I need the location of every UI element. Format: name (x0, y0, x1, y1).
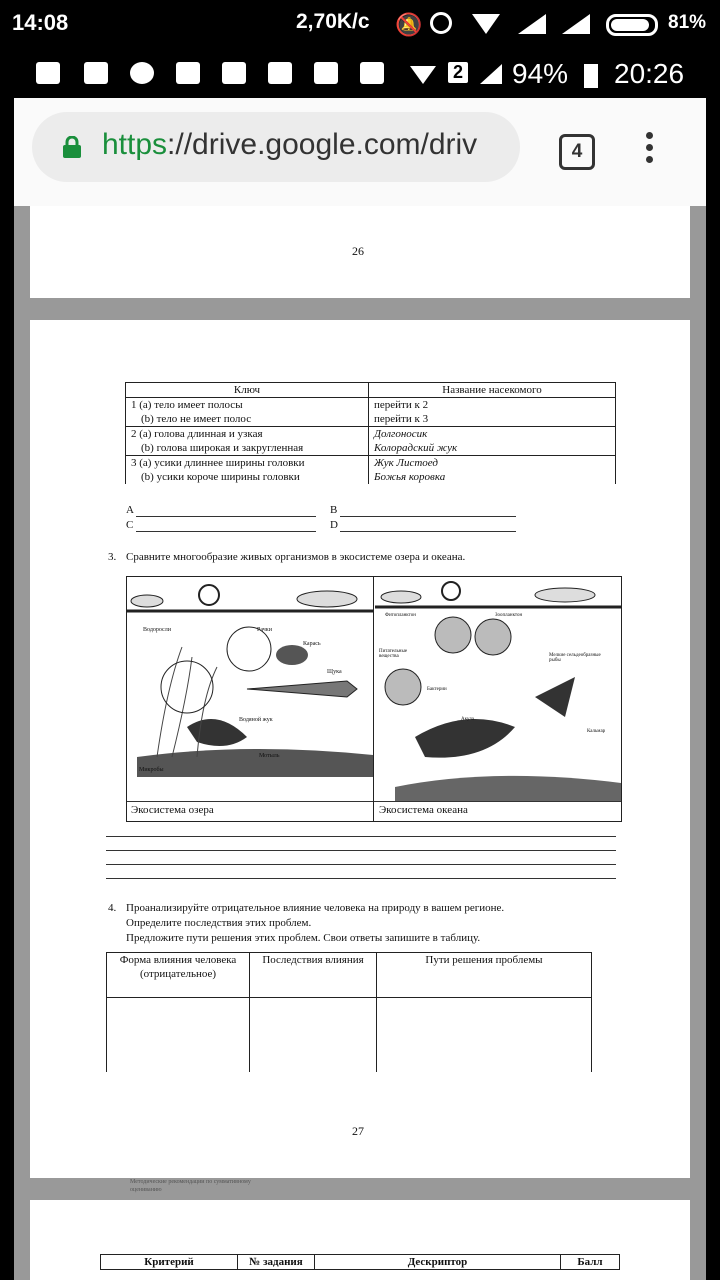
answer-line (136, 516, 316, 517)
name-text: Колорадский жук (374, 442, 458, 454)
lake-label: Щука (327, 669, 342, 675)
table-row (126, 456, 616, 485)
pdf-viewer[interactable] (14, 206, 706, 1280)
lake-label: Рачки (257, 627, 272, 633)
clock: 14:08 (12, 10, 69, 35)
image-icon (84, 62, 108, 84)
ocean-illustration (375, 577, 621, 801)
answer-label-b: B (330, 504, 338, 516)
lake-label: Карась (303, 641, 321, 647)
key-text: 3 (а) усики длиннее ширины головки (131, 457, 305, 469)
battery-percent: 81% (668, 12, 707, 33)
answer-line (106, 878, 616, 879)
impact-col-solutions: Пути решения проблемы (377, 953, 592, 998)
impact-col-consequences: Последствия влияния (250, 953, 377, 998)
notif-battery: 94% (512, 58, 569, 89)
table-row (107, 998, 592, 1073)
name-text: Жук Листоед (374, 457, 438, 469)
ocean-label: Бактерии (427, 687, 447, 692)
url-scheme: https (102, 128, 168, 161)
key-table-header-key: Ключ (126, 383, 369, 398)
status-bar (0, 0, 720, 50)
question-3-text: Сравните многообразие живых организмов в экосистеме озера и океана. (126, 551, 466, 563)
vibrate-icon (360, 62, 384, 84)
alarm-icon (430, 12, 452, 34)
ocean-label: Фитопланктон (385, 613, 416, 618)
question-4-line-2: Определите последствия этих проблем. (126, 917, 312, 929)
page-28 (30, 1200, 690, 1280)
lake-caption: Экосистема озера (131, 804, 214, 816)
page-26 (30, 206, 690, 298)
question-4-number: 4. (108, 902, 117, 914)
caption-divider (127, 801, 621, 802)
youtube-icon (176, 62, 200, 84)
table-row (126, 427, 616, 456)
signal-icon (518, 14, 546, 34)
ocean-label: Питательные вещества (379, 649, 408, 659)
answer-line (106, 864, 616, 865)
video-icon-2 (268, 62, 292, 84)
battery-icon (606, 14, 658, 36)
ocean-label: Мелкие сельдеобразные рыбы (549, 653, 601, 663)
url-text[interactable] (102, 128, 512, 162)
key-table-header-name: Название насекомого (369, 383, 616, 398)
page-number: 26 (352, 244, 364, 258)
answer-label-a: A (126, 504, 134, 516)
key-text: (b) усики короче ширины головки (141, 471, 300, 483)
lock-icon (62, 136, 82, 158)
impact-table (106, 952, 592, 1072)
network-speed: 2,70K/c (296, 10, 370, 33)
url-bar[interactable] (32, 112, 520, 182)
name-text: перейти к 2 (374, 399, 429, 411)
key-text: (b) голова широкая и закругленная (141, 442, 304, 454)
overflow-menu-icon[interactable] (646, 132, 654, 172)
lake-ecosystem-image (127, 577, 374, 801)
key-text: 2 (а) голова длинная и узкая (131, 428, 263, 440)
tab-switcher-button[interactable]: 4 (559, 134, 595, 170)
name-text: Долгоносик (374, 428, 428, 440)
name-text: перейти к 3 (374, 413, 429, 425)
url-rest: ://drive.google.com/driv (167, 128, 478, 161)
ocean-caption: Экосистема океана (379, 804, 468, 816)
lake-label: Микробы (139, 767, 164, 773)
answer-label-d: D (330, 519, 338, 531)
answer-label-c: C (126, 519, 134, 531)
answer-line (106, 850, 616, 851)
signal-icon-3 (480, 64, 502, 84)
answer-line (136, 531, 316, 532)
lake-label: Водоросли (143, 627, 171, 633)
charging-icon (584, 64, 598, 88)
answer-line (106, 836, 616, 837)
criteria-col-task: № задания (238, 1255, 315, 1270)
notification-bar (0, 50, 720, 98)
name-text: Божья коровка (374, 471, 446, 483)
page-header-faint: Методические рекомендации по суммативному оцениванию (130, 1179, 251, 1193)
caption-divider-vertical (373, 577, 374, 821)
page-27 (30, 320, 690, 1178)
ocean-ecosystem-image (375, 577, 621, 801)
page-number: 27 (352, 1124, 364, 1138)
ecosystem-figure (126, 576, 622, 822)
key-text: (b) тело не имеет полос (141, 413, 252, 425)
question-4-line-3: Предложите пути решения этих проблем. Свои ответы запишите в таблицу. (126, 932, 481, 944)
answer-line (340, 531, 516, 532)
criteria-col-criterion: Критерий (101, 1255, 238, 1270)
video-icon (222, 62, 246, 84)
answer-line (340, 516, 516, 517)
criteria-col-descriptor: Дескриптор (315, 1255, 561, 1270)
key-text: 1 (а) тело имеет полосы (131, 399, 243, 411)
criteria-table (100, 1254, 620, 1270)
wifi-icon (472, 14, 500, 34)
lake-label: Водяной жук (239, 717, 273, 723)
wifi-icon-2 (410, 66, 436, 84)
video-icon-3 (314, 62, 338, 84)
chat-icon (130, 62, 154, 84)
lake-label: Мотыль (259, 753, 280, 759)
more-icon (36, 62, 60, 84)
ocean-label: Зоопланктон (495, 613, 523, 618)
key-table (125, 382, 616, 484)
question-3-number: 3. (108, 551, 117, 563)
question-4-line-1: Проанализируйте отрицательное влияние человека на природу в вашем регионе. (126, 902, 505, 914)
criteria-col-score: Балл (561, 1255, 620, 1270)
signal-icon-2 (562, 14, 590, 34)
impact-col-form: Форма влияния человека (отрицательное) (107, 953, 250, 998)
ocean-label: Кальмар (587, 729, 606, 734)
mute-icon: 🔕 (395, 12, 423, 37)
browser-toolbar (14, 98, 706, 207)
table-row (126, 398, 616, 427)
notif-time: 20:26 (614, 58, 685, 89)
sim-badge: 2 (448, 62, 468, 83)
ocean-label: Акула (461, 717, 474, 722)
